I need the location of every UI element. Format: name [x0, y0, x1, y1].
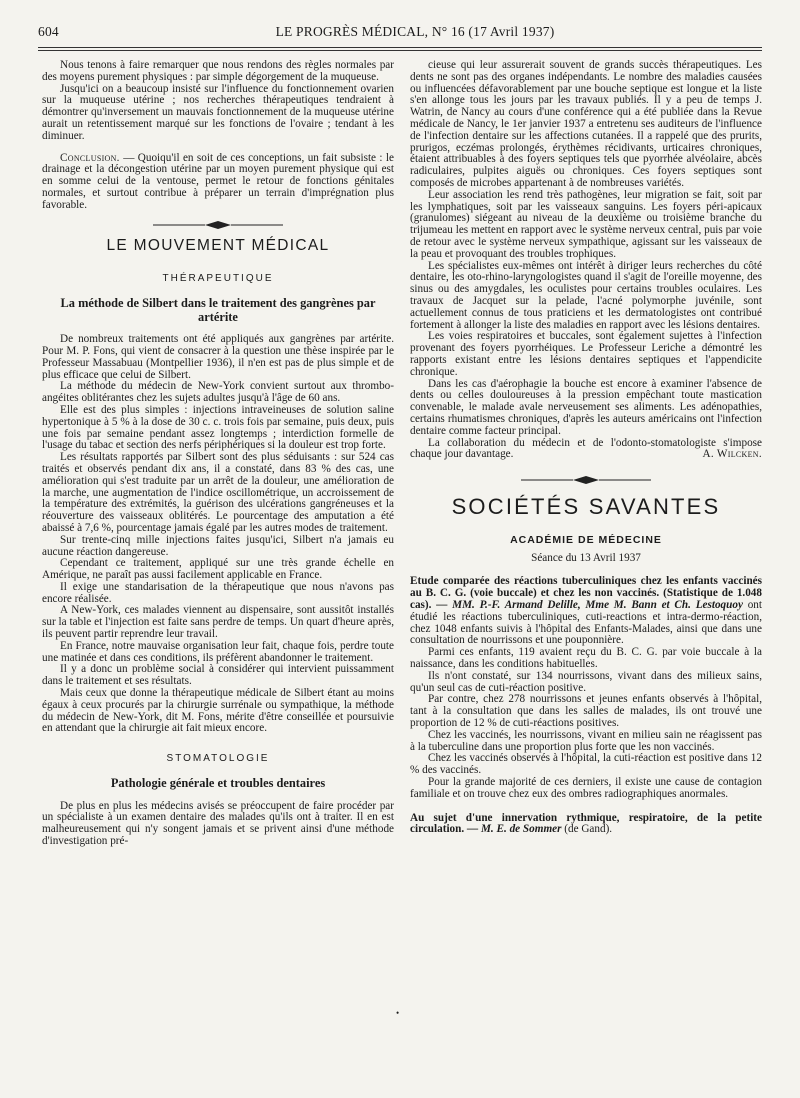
article-authors-tuberculin: — MM. P.-F. Armand Delille, Mme M. Bann et Ch. Lestoquoy: [431, 599, 743, 612]
paragraph: Jusqu'ici on a beaucoup insisté sur l'influence du fonctionnement ovarien sur la muqueuse utérine ; nos recherches thérapeutiques tendraient à démontrer qu'inversement un mauvais fonctionnement de la muqueuse utérine aurait un retentissement marqué sur les fonctions de l'ovaire ; tendant à les diminuer.: [42, 82, 394, 142]
paragraph: Parmi ces enfants, 119 avaient reçu du B. C. G. par voie buccale à la naissance, dans les conditions habituelles.: [410, 646, 762, 671]
article-innervation: [410, 813, 762, 837]
closing-paragraph: [410, 438, 762, 462]
paragraph: Les spécialistes eux-mêmes ont intérêt à diriger leurs recherches du côté dentaire, les oto-rhino-laryngologistes quand il s'agit de l'oreille moyenne, des sinus ou des amygdales, les oculistes pour certains troubles oculaires. Les travaux de Jacquet sur la pelade, l'acné polymorphe juvénile, sont actuellement connus de tous praticiens et les dermatologistes ont contribué fortement à allonger la liste des maladies en rapport avec les lésions dentaires.: [410, 259, 762, 331]
paragraph: Sur trente-cinq mille injections faites jusqu'ici, Silbert n'a jamais eu aucune réaction dangereuse.: [42, 533, 394, 558]
journal-title: LE PROGRÈS MÉDICAL, N° 16 (17 Avril 1937): [275, 24, 555, 39]
header-rule: [38, 47, 762, 48]
author-signature: A. Wilcken.: [702, 448, 762, 461]
article-title-innervation: Au sujet d'une innervation rythmique, respiratoire, de la petite circulation.: [410, 811, 762, 836]
ornament-divider-2: [410, 475, 762, 485]
right-column: [410, 60, 762, 1070]
paragraph: De nombreux traitements ont été appliqués aux gangrènes par artérite. Pour M. P. Fons, qui vient de consacrer à la question une thèse inspirée par le Professeur Massabuau (Montpellier 1936), il n'en est pas de plus simple et de plus efficace que celui de Silbert.: [42, 333, 394, 381]
paragraph: Pour la grande majorité de ces derniers, il existe une cause de contagion familiale et on trouve chez eux des ombres radiographiques anormales.: [410, 776, 762, 800]
intro-paragraphs: [42, 60, 394, 143]
paragraph: Les voies respiratoires et buccales, sont également sujettes à l'infection provenant des foyers pyorrhéiques. Le Professeur Leriche a démontré les rapports existant entre les lésions dentaires septiques et l'appendicite chronique.: [410, 330, 762, 378]
paragraph: Nous tenons à faire remarquer que nous rendons des règles normales par des moyens purement physiques : par simple dégorgement de la muqueuse.: [42, 60, 394, 83]
paragraph: Il y a donc un problème social à considérer qui intervient puissamment dans le traitement et ses résultats.: [42, 663, 394, 688]
paragraph: Leur association les rend très pathogènes, leur migration se fait, soit par les lymphatiques, soit par les vaisseaux sanguins. Les foyers péri-apicaux (granulomes) siégeant au niveau de la deuxième ou troisième branche du trijumeau les mettent en rapport avec le système nerveux central, puis par voie de retour avec le système nerveux sympathique, agissant sur les vaisseaux de la peau et provoquant des troubles trophiques.: [410, 188, 762, 260]
paragraph: Les résultats rapportés par Silbert sont des plus séduisants : sur 524 cas traités et observés pendant dix ans, il a constaté, dans 83 % des cas, une amélioration qui s'est traduite par un arrêt de la douleur, une amélioration de la marche, une augmentation de l'indice oscillométrique, un accroissement de la température des extrémités, la guérison des ulcérations gangréneuses et la réouverture des vaisseaux oblitérés. Le pourcentage des amputation a été abaissé à 7,6 %, pourcentage jamais égalé par les autres modes de traitement.: [42, 451, 394, 534]
article-authors-innervation: — M. E. de Sommer: [464, 823, 562, 836]
page-number: 604: [38, 24, 59, 39]
academy-heading: ACADÉMIE DE MÉDECINE: [510, 533, 662, 546]
paragraph: cieuse qui leur assurerait souvent de grands succès thérapeutiques. Les dents ne sont pas des organes indépendants. Le nombre des maladies causées ou influencées défavorablement par une bouche septique est longue et la liste s'en allonge tous les jours par les travaux publiés. Il y a peu de temps J. Watrin, de Nancy au cours d'une conférence qui a été publiée dans la Revue médicale de Nancy, le 1er janvier 1937 a entretenu ses auditeurs de l'influence de l'infection dentaire sur les affections cutanées. Il a rappelé que des prurits, prurigos, eczémas prolongés, érythèmes récidivants, urticaires chroniques, étaient attribuables à des foyers septiques tels que pyorrhée alvéolaire, abcès radiculaires, pulpites aiguës ou chroniques. Ces foyers septiques sont composés de microbes appartenant à de nombreuses variétés.: [410, 60, 762, 189]
left-column: [42, 60, 394, 1070]
article-tail-innervation: (de Gand).: [561, 823, 613, 836]
rubric-therapeutique: THÉRAPEUTIQUE: [162, 273, 274, 285]
rubric-stomatologie: STOMATOLOGIE: [166, 753, 270, 765]
article-title-dentaire: Pathologie générale et troubles dentaires: [110, 776, 326, 791]
article-body-tuberculin: [410, 647, 762, 800]
paragraph: Ils n'ont constaté, sur 134 nourrissons, vivant dans des milieux sains, qu'un seul cas de cuti-réaction positive.: [410, 669, 762, 694]
ornament-divider: [42, 220, 394, 230]
paragraph: Mais ceux que donne la thérapeutique médicale de Silbert étant au moins égaux à ceux procurés par la chirurgie surrénale ou sympathique, la méthode du médecin de New-York, dit M. Fons, mérite d'être conseillée et poursuivie en attendant que la chirurgie ait fait mieux encore.: [42, 687, 394, 735]
conclusion-label: Conclusion.: [60, 151, 120, 164]
article-tuberculin-lead: [410, 576, 762, 647]
paragraph: Il exige une standarisation de la thérapeutique que nous n'avons pas encore réalisée.: [42, 580, 394, 605]
paragraph: Elle est des plus simples : injections intraveineuses de solution saline hypertonique à 5 % à la dose de 30 c. c. trois fois par semaine, puis deux, puis une fois par semaine pendant assez longtemps ; interdiction formelle de l'usage du tabac et section des nerfs périphériques si la douleur est trop forte.: [42, 403, 394, 452]
paragraph: A New-York, ces malades viennent au dispensaire, sont aussitôt installés sur la table et l'injection est faite sans perdre de temps. Un quart d'heure après, ils peuvent partir reprendre leur travail.: [42, 604, 394, 641]
paragraph: Chez les vaccinés, les nourrissons, vivant en milieu sain ne réagissent pas à la tuberculine dans une proportion plus forte que les non vaccinés.: [410, 728, 762, 753]
section-title-mouvement: LE MOUVEMENT MÉDICAL: [106, 236, 330, 254]
conclusion-text: — Quoiqu'il en soit de ces conceptions, un fait subsiste : le drainage et la décongestion utérine par un moyen purement physique qui est en somme celui de la ventouse, permet le retour de fonctions génitales normales, et surtout contribue à préparer un terrain d'imprégnation plus favorable.: [42, 151, 394, 211]
paragraph: La méthode du médecin de New-York convient surtout aux thrombo-angéites oblitérantes chez les sujets adultes jusqu'à l'âge de 60 ans.: [42, 380, 394, 405]
header-rule-thin: [38, 50, 762, 51]
footer-mark: •: [396, 1008, 400, 1018]
paragraph: Par contre, chez 278 nourrissons et jeunes enfants observés à l'hôpital, tant à la consultation que dans les salles de malades, ils ont trouvé une proportion de 12 % de cuti-réactions positives.: [410, 693, 762, 730]
paragraph: Cependant ce traitement, appliqué sur une très grande échelle en Amérique, ne paraît pas aussi facilement applicable en France.: [42, 557, 394, 582]
article-title-tuberculin: Etude comparée des réactions tuberculiniques chez les enfants vaccinés au B. C. G. (voie buccale) et chez les non vaccinés. (Statistique de 1.048 cas).: [410, 575, 762, 612]
article-body-silbert: [42, 334, 394, 735]
paragraph: En France, notre mauvaise organisation leur fait, chaque fois, perdre toute une matinée et dans ces conditions, ils préfèrent abandonner le traitement.: [42, 639, 394, 664]
conclusion-paragraph: [42, 153, 394, 212]
running-header: [38, 24, 762, 46]
article-body-dentaire: [42, 801, 394, 848]
paragraph: De plus en plus les médecins avisés se préoccupent de faire procéder par un spécialiste à un examen dentaire des malades qu'ils ont à traiter. Il en est malheureusement qui n'y songent jamais et se privent ainsi d'une méthode d'investigation pré-: [42, 799, 394, 847]
paragraph: Chez les vaccinés observés à l'hôpital, la cuti-réaction est positive dans 12 % des vaccinés.: [410, 752, 762, 777]
closing-text: La collaboration du médecin et de l'odonto-stomatologiste s'impose chaque jour davantage.: [410, 436, 762, 461]
article-title-silbert: La méthode de Silbert dans le traitement des gangrènes par artérite: [60, 296, 376, 324]
section-title-societes: SOCIÉTÉS SAVANTES: [451, 494, 721, 520]
continuation-paragraphs: [410, 60, 762, 438]
seance-date: Séance du 13 Avril 1937: [531, 551, 641, 564]
paragraph: Dans les cas d'aérophagie la bouche est encore à examiner l'absence de dents ou celles douloureuses à la pression empêchant toute mastication convenable, le malade avale nerveusement ses aliments. Les adénopathies, certains rhumatismes chroniques, d'après les auteurs américains ont l'infection dentaire comme facteur principal.: [410, 377, 762, 437]
article-lead-text: ont étudié les réactions tuberculiniques, cuti-reactions et intra-dermo-réaction, chez 1048 enfants suivis à l'hôpital des Enfants-Malades, ainsi que dans une consultation de nourrissons et une pouponnière.: [410, 599, 762, 647]
